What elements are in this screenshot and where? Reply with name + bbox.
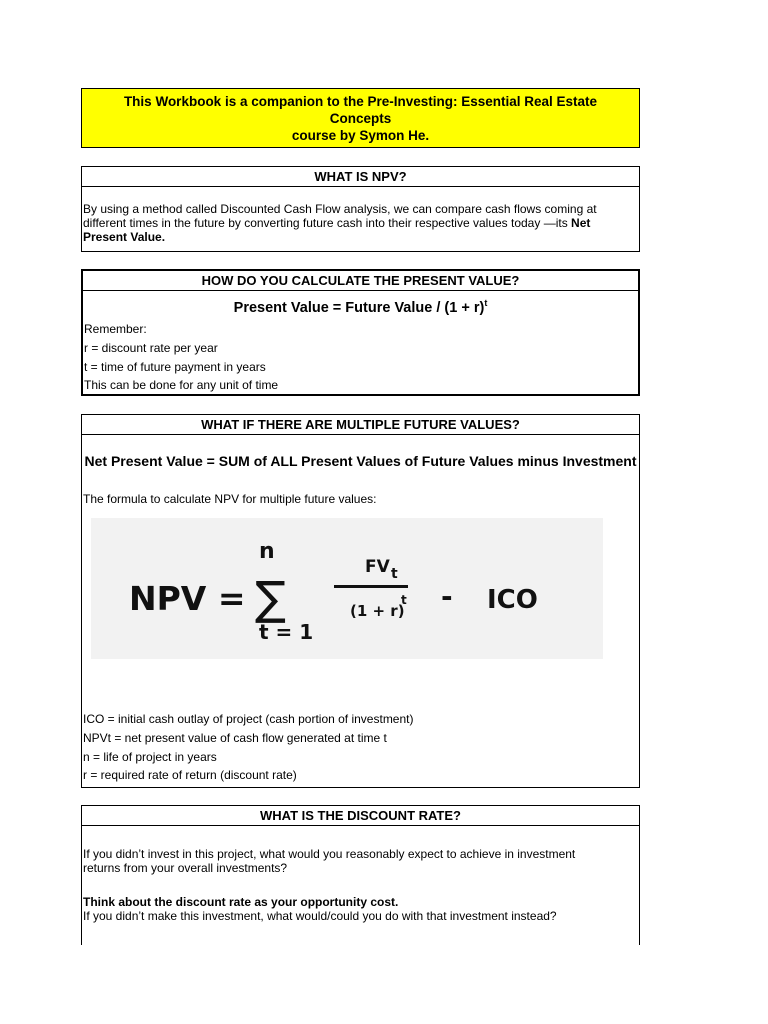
pv-r-definition: r = discount rate per year	[84, 341, 218, 355]
pv-section-title: HOW DO YOU CALCULATE THE PRESENT VALUE?	[83, 271, 638, 291]
npv-sum-formula: Net Present Value = SUM of ALL Present Values of Future Values minus Investment	[84, 453, 637, 469]
r-required-definition: r = required rate of return (discount rate)	[83, 768, 297, 782]
banner-line-1: This Workbook is a companion to the Pre-Investing: Essential Real Estate Concepts	[123, 93, 598, 126]
pv-formula-exponent: t	[484, 298, 488, 308]
npv-section	[81, 166, 640, 252]
workbook-banner	[81, 88, 640, 148]
npv-section-title: WHAT IS NPV?	[82, 167, 639, 187]
pv-formula-text: Present Value = Future Value / (1 + r)	[233, 299, 485, 316]
ico-definition: ICO = initial cash outlay of project (cash portion of investment)	[83, 712, 414, 726]
npv-desc-line-2a: different times in the future by converting future cash into their respective values today —its	[83, 216, 572, 230]
numerator-fv: FV	[365, 557, 390, 577]
opportunity-cost-note: Think about the discount rate as your opportunity cost.	[83, 895, 399, 909]
pv-section	[81, 269, 640, 396]
minus-sign: -	[441, 580, 453, 613]
pv-formula	[83, 298, 638, 316]
banner-line-2: course by Symon He.	[291, 127, 430, 143]
discount-q1-line-1: If you didn’t invest in this project, what would you reasonably expect to achieve in investment	[83, 847, 576, 861]
npv-formula-image	[91, 518, 603, 659]
npv-formula-svg	[91, 518, 603, 659]
npvt-definition: NPVt = net present value of cash flow generated at time t	[83, 731, 387, 745]
npv-desc-line-2	[83, 216, 633, 230]
n-definition: n = life of project in years	[83, 750, 217, 764]
discount-question-2: If you didn’t make this investment, what would/could you do with that investment instead?	[83, 909, 557, 923]
npv-description	[83, 202, 633, 244]
multi-fv-section-title: WHAT IF THERE ARE MULTIPLE FUTURE VALUES?	[82, 415, 639, 435]
npv-desc-line-3: Present Value.	[83, 230, 166, 244]
pv-t-definition: t = time of future payment in years	[84, 360, 266, 374]
ico-label: ICO	[487, 585, 538, 615]
pv-remember: Remember:	[84, 322, 147, 336]
sum-upper-limit: n	[259, 539, 275, 564]
npv-formula-intro: The formula to calculate NPV for multiple future values:	[83, 492, 377, 506]
denominator: (1 + r)	[350, 602, 405, 620]
npv-label: NPV =	[129, 579, 246, 618]
discount-rate-title: WHAT IS THE DISCOUNT RATE?	[82, 806, 639, 826]
sigma-icon: ∑	[255, 571, 286, 625]
discount-rate-section	[81, 805, 640, 945]
numerator-subscript: t	[391, 566, 398, 582]
sum-lower-limit: t = 1	[259, 620, 314, 644]
discount-question-1	[83, 847, 633, 875]
npv-desc-line-1: By using a method called Discounted Cash Flow analysis, we can compare cash flows coming at	[83, 202, 597, 216]
denominator-exponent: t	[401, 593, 407, 607]
multi-fv-section	[81, 414, 640, 788]
pv-unit-note: This can be done for any unit of time	[84, 378, 279, 392]
npv-desc-line-2b: Net	[571, 216, 591, 230]
fraction-bar	[334, 585, 408, 588]
discount-q1-line-2: returns from your overall investments?	[83, 861, 288, 875]
